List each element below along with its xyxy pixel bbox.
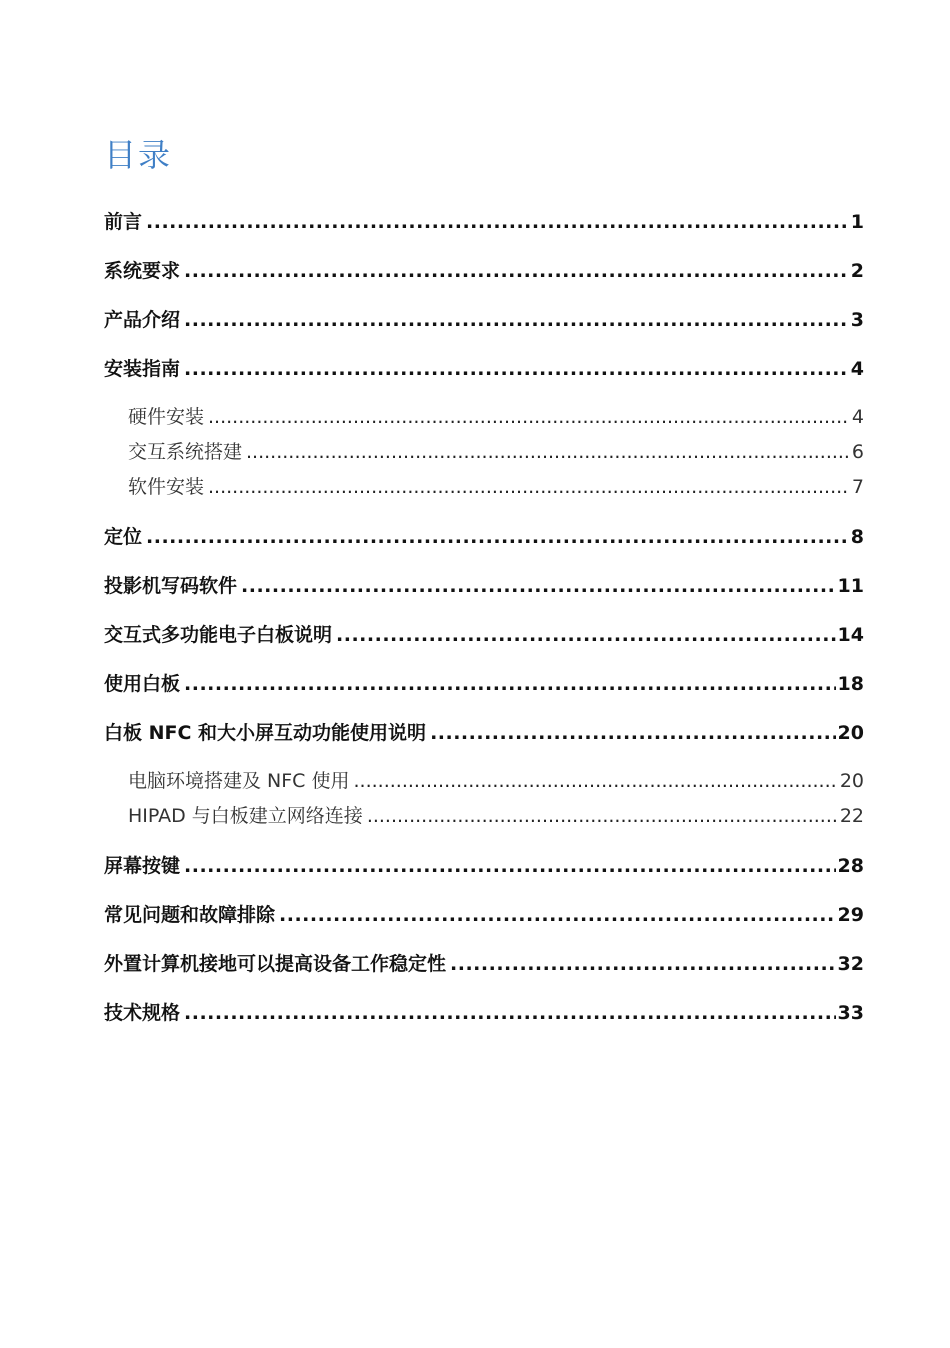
dot-leader [146, 523, 849, 551]
toc-entry-whiteboard-description[interactable] [104, 621, 864, 649]
dot-leader [184, 999, 836, 1027]
toc-entry-pc-env-nfc[interactable] [128, 767, 864, 795]
toc-entry-label: 安装指南 [104, 358, 181, 380]
dot-leader [184, 355, 849, 383]
dot-leader [184, 852, 836, 880]
toc-page-number: 29 [837, 904, 864, 926]
toc-entry-hardware-install[interactable] [128, 403, 864, 431]
toc-page-number: 20 [837, 722, 864, 744]
dot-leader [354, 767, 838, 795]
toc-entry-screen-buttons[interactable] [104, 852, 864, 880]
toc-entry-label: HIPAD 与白板建立网络连接 [128, 805, 363, 827]
toc-entry-specifications[interactable] [104, 999, 864, 1027]
toc-entry-label: 定位 [104, 526, 143, 548]
toc-entry-label: 系统要求 [104, 260, 181, 282]
toc-page-number: 22 [839, 805, 864, 827]
toc-entry-label: 交互式多功能电子白板说明 [104, 624, 333, 646]
toc-entry-positioning[interactable] [104, 523, 864, 551]
toc-entry-interactive-system-setup[interactable] [128, 438, 864, 466]
toc-heading: 目录 [104, 136, 173, 174]
toc-entry-label: 交互系统搭建 [128, 441, 243, 463]
toc-page-number: 32 [837, 953, 864, 975]
toc-page-number: 8 [850, 526, 864, 548]
dot-leader [184, 670, 836, 698]
toc-entry-projector-code-software[interactable] [104, 572, 864, 600]
toc-page-number: 3 [850, 309, 864, 331]
toc-entry-label: 屏幕按键 [104, 855, 181, 877]
toc-entry-label: 使用白板 [104, 673, 181, 695]
toc-page-number: 11 [837, 575, 864, 597]
dot-leader [430, 719, 835, 747]
toc-entry-using-whiteboard[interactable] [104, 670, 864, 698]
toc-entry-label: 技术规格 [104, 1002, 181, 1024]
toc-page-number: 2 [850, 260, 864, 282]
dot-leader [184, 306, 849, 334]
toc-entry-label: 产品介绍 [104, 309, 181, 331]
toc-entry-label: 电脑环境搭建及 NFC 使用 [128, 770, 350, 792]
toc-entry-label: 白板 NFC 和大小屏互动功能使用说明 [104, 722, 427, 744]
toc-entry-label: 软件安装 [128, 476, 205, 498]
toc-entry-hipad-network[interactable] [128, 802, 864, 830]
dot-leader [279, 901, 836, 929]
toc-page-number: 33 [837, 1002, 864, 1024]
toc-page-number: 6 [851, 441, 864, 463]
toc-entry-grounding[interactable] [104, 950, 864, 978]
toc-entry-label: 投影机写码软件 [104, 575, 238, 597]
toc-entry-product-intro[interactable] [104, 306, 864, 334]
toc-entry-label: 硬件安装 [128, 406, 205, 428]
dot-leader [146, 208, 849, 236]
dot-leader [208, 473, 850, 501]
toc-entry-label: 前言 [104, 211, 143, 233]
toc-page-number: 28 [837, 855, 864, 877]
dot-leader [246, 438, 850, 466]
toc-entry-label: 外置计算机接地可以提高设备工作稳定性 [104, 953, 447, 975]
dot-leader [184, 257, 849, 285]
toc-page-number: 1 [850, 211, 864, 233]
toc-entry-preface[interactable] [104, 208, 864, 236]
toc-page-number: 20 [839, 770, 864, 792]
toc-entry-software-install[interactable] [128, 473, 864, 501]
dot-leader [367, 802, 838, 830]
toc-page-number: 4 [850, 358, 864, 380]
toc-entry-system-requirements[interactable] [104, 257, 864, 285]
toc-entry-install-guide[interactable] [104, 355, 864, 383]
toc-page-number: 14 [837, 624, 864, 646]
toc-page-number: 18 [837, 673, 864, 695]
toc-page-number: 4 [851, 406, 864, 428]
dot-leader [336, 621, 836, 649]
toc-entry-label: 常见问题和故障排除 [104, 904, 276, 926]
dot-leader [208, 403, 850, 431]
dot-leader [450, 950, 836, 978]
dot-leader [241, 572, 836, 600]
toc-entry-troubleshooting[interactable] [104, 901, 864, 929]
toc-page-number: 7 [851, 476, 864, 498]
toc-entry-nfc-interaction[interactable] [104, 719, 864, 747]
